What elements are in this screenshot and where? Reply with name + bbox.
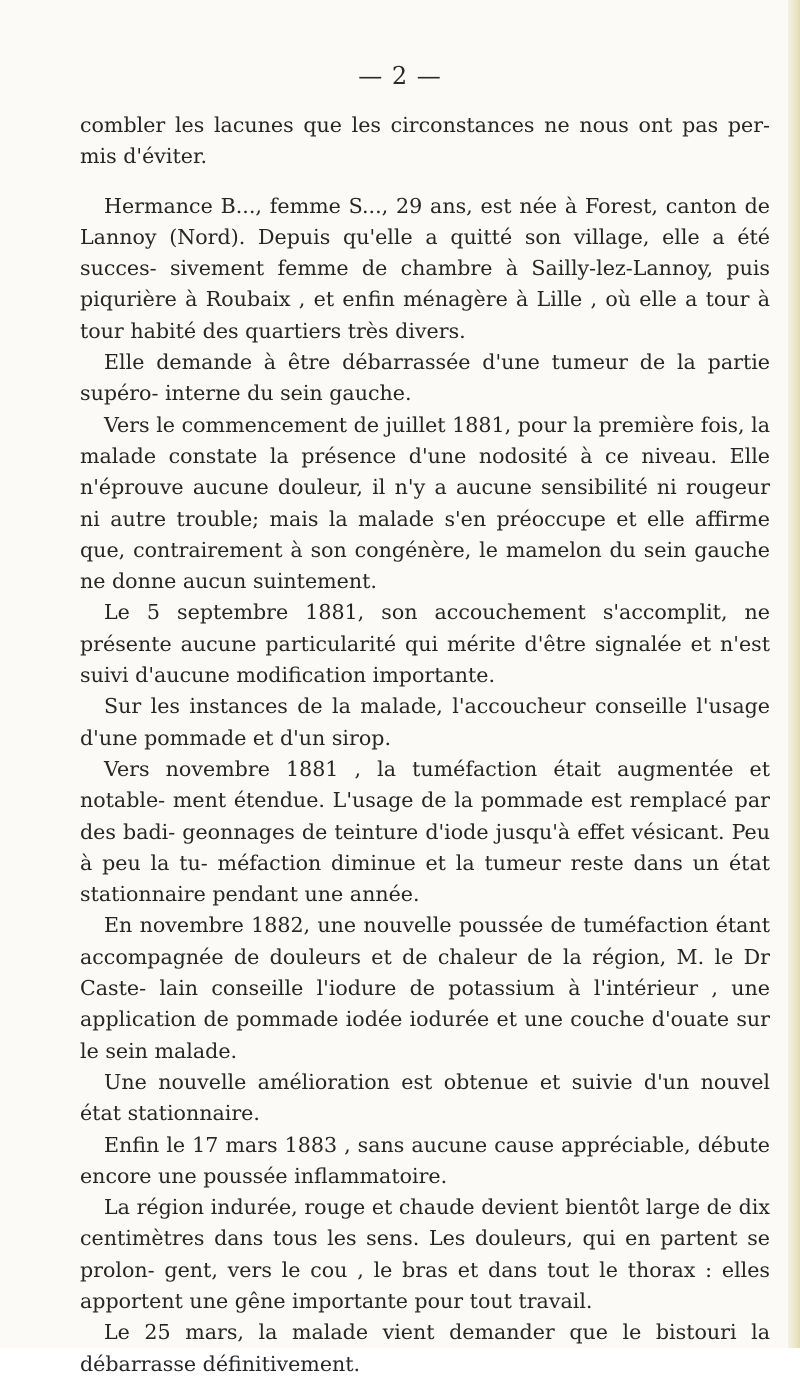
paragraph-4: Vers le commencement de juillet 1881, pour la première fois, la malade constate la présence d'une nodosité à ce niveau. Elle n'éprouve aucune douleur, il n'y a aucune sensibilité ni rougeur ni autre trouble; mais la malade s'en préoccupe et elle affirme que, contrairement à son congénère, le mamelon du sein gauche ne donne aucun suintement. bbox=[80, 412, 770, 594]
paragraph-10: Enfin le 17 mars 1883 , sans aucune cause appréciable, débute encore une poussée inflammatoire. bbox=[80, 1132, 770, 1188]
paragraph-11: La région indurée, rouge et chaude devient bientôt large de dix centimètres dans tous les sens. Les douleurs, qui en partent se prolon- gent, vers le cou , le bras et dans tout le thorax : elles apportent une gêne importante pour tout travail. bbox=[80, 1195, 770, 1313]
paragraph-2: Hermance B..., femme S..., 29 ans, est née à Forest, canton de Lannoy (Nord). Depuis qu'elle a quitté son village, elle a été succes- sivement femme de chambre à Sailly-lez-Lannoy, puis piqurière à Roubaix , et enfin ménagère à Lille , où elle a tour à tour habité des quartiers très divers. bbox=[80, 193, 770, 343]
paragraph-6: Sur les instances de la malade, l'accoucheur conseille l'usage d'une pommade et d'un sirop. bbox=[80, 694, 770, 750]
page-number: — 2 — bbox=[358, 62, 442, 90]
paragraph-12: Le 25 mars, la malade vient demander que le bistouri la débarrasse définitivement. bbox=[80, 1320, 770, 1376]
paragraph-9: Une nouvelle amélioration est obtenue et suivie d'un nouvel état stationnaire. bbox=[80, 1069, 770, 1126]
paragraph-8: En novembre 1882, une nouvelle poussée de tuméfaction étant accompagnée de douleurs et de chaleur de la région, M. le Dr Caste- lain conseille l'iodure de potassium à l'intérieur , une application de pommade iodée iodurée et une couche d'ouate sur le sein malade. bbox=[80, 913, 770, 1063]
body-text bbox=[80, 110, 770, 1380]
paragraph-3: Elle demande à être débarrassée d'une tumeur de la partie supéro- interne du sein gauche. bbox=[80, 350, 770, 406]
page-edge bbox=[788, 0, 800, 1348]
paragraph-7: Vers novembre 1881 , la tuméfaction était augmentée et notable- ment étendue. L'usage de la pommade est remplacé par des badi- geonnages de teinture d'iode jusqu'à effet vésicant. Peu à peu la tu- méfaction diminue et la tumeur reste dans un état stationnaire pendant une année. bbox=[80, 756, 770, 907]
paragraph-1: combler les lacunes que les circonstances ne nous ont pas per- mis d'éviter. bbox=[80, 113, 770, 169]
paragraph-5: Le 5 septembre 1881, son accouchement s'accomplit, ne présente aucune particularité qui mérite d'être signalée et n'est suivi d'aucune modification importante. bbox=[80, 600, 770, 688]
